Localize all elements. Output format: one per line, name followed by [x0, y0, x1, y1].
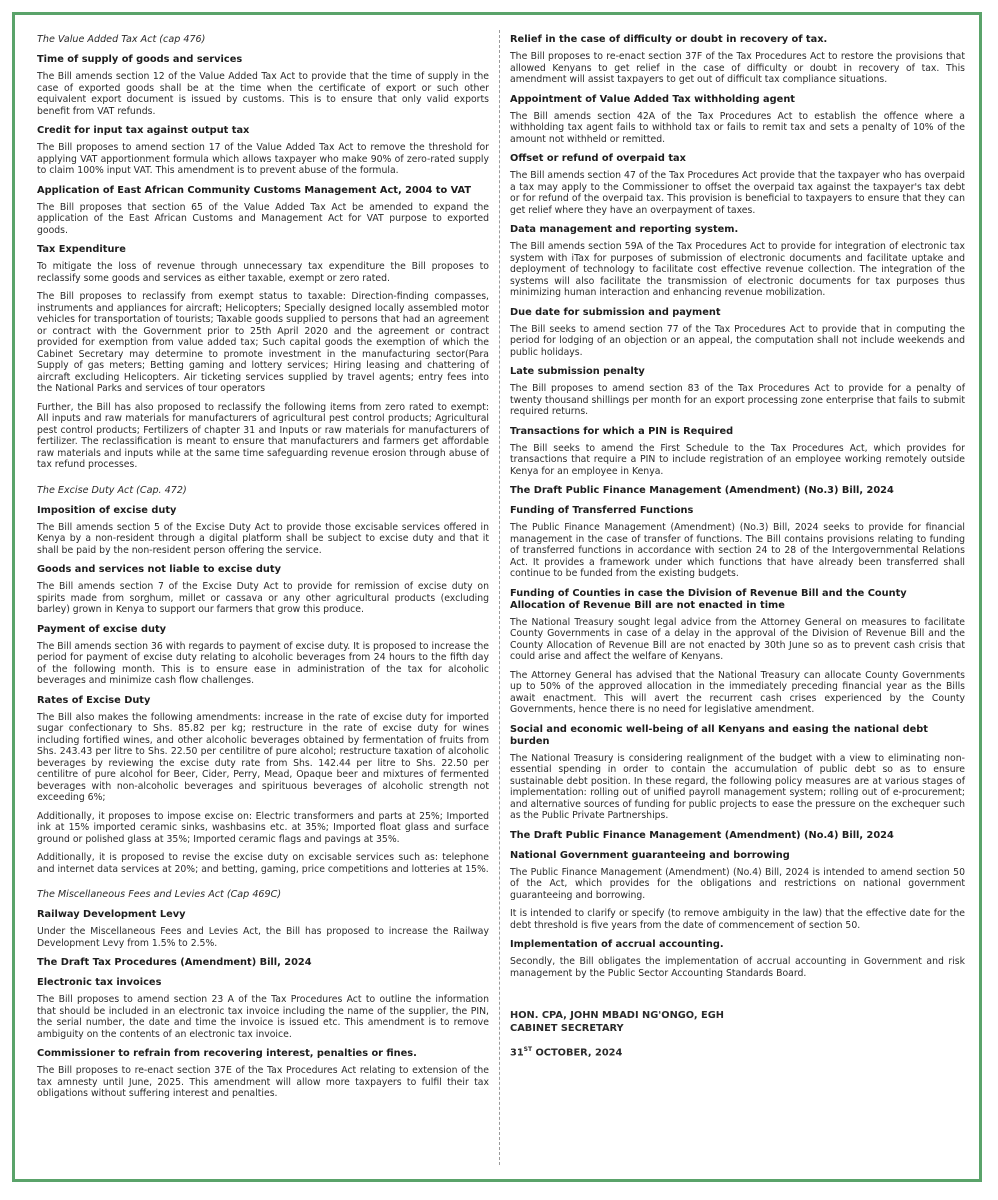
act-title: The Excise Duty Act (Cap. 472)	[37, 484, 187, 496]
section-paragraph: Further, the Bill has also proposed to reclassify the following items from zero rated to exempt: All inputs and raw materials for manufacturers of agricultural pest control products; Agricultural pest control products; Fertilizers of chapter 31 and Inputs or raw materials for manufacturers of fertilizer. The reclassification is meant to ensure that manufacturers and farmers get affordable raw materials and inputs while at the same time safeguarding revenue erosion through abuse of tax refund processes.	[37, 401, 489, 470]
section-heading: Late submission penalty	[510, 366, 645, 377]
section-paragraph: Additionally, it proposes to impose excise on: Electric transformers and parts at 25%; Imported ink at 15% imported ceramic sinks, washbasins etc. at 35%; Imported float glass and surface ground or polished glass at 35%; Imported ceramic flags and pavings at 35%.	[37, 810, 489, 845]
section-heading: Social and economic well-being of all Kenyans and easing the national debt burden	[510, 723, 928, 747]
section-heading: National Government guaranteeing and borrowing	[510, 849, 790, 861]
section-paragraph: Additionally, it is proposed to revise the excise duty on excisable services such as: telephone and internet data services at 20%; and betting, gaming, price competitions and lotteries at 15%.	[37, 852, 489, 875]
section-paragraph: The Bill amends section 59A of the Tax Procedures Act to provide for integration of electronic tax system with iTax for purposes of submission of electronic documents and facilitate uptake and deployment of technology to facilitate cost effective revenue collection. The integration of the systems will also facilitate the transmission of electronic documents for tax purposes thus minimizing human interaction and enhancing revenue mobilization.	[510, 241, 965, 298]
section-paragraph: The National Treasury sought legal advice from the Attorney General on measures to facilitate County Governments in case of a delay in the approval of the Division of Revenue Bill and the County Allocation of Revenue Bill are not enacted by 30th June so as to prevent cash crisis that could arise and affect the welfare of Kenyans.	[510, 616, 965, 662]
section-paragraph: The Attorney General has advised that the National Treasury can allocate County Governments up to 50% of the approved allocation in the immediately preceding financial year as the Bills await enactment. This will avert the recurrent cash crises experienced by the County Governments, hence there is no need for legislative amendment.	[510, 669, 965, 715]
signature-date	[510, 1046, 965, 1058]
section-paragraph: The Bill amends section 5 of the Excise Duty Act to provide those excisable services offered in Kenya by a non-resident through a digital platform shall be subject to excise duty and that it shall be paid by the non-resident person offering the service.	[37, 521, 489, 556]
section-heading: Due date for submission and payment	[510, 306, 721, 318]
act-title: The Miscellaneous Fees and Levies Act (Cap 469C)	[37, 889, 282, 900]
section-heading: Implementation of accrual accounting.	[510, 939, 724, 950]
act-title: The Value Added Tax Act (cap 476)	[37, 34, 206, 45]
right-column	[510, 20, 965, 1058]
section-heading: Electronic tax invoices	[37, 977, 162, 988]
section-paragraph: The Bill amends section 42A of the Tax Procedures Act to establish the offence where a withholding tax agent fails to withhold tax or fails to remit tax and sets a penalty of 10% of the amount not withheld or remitted.	[510, 110, 965, 145]
date-suffix: ST	[523, 1046, 533, 1053]
section-paragraph: The Bill proposes to amend section 23 A of the Tax Procedures Act to outline the information that should be included in an electronic tax invoice including the name of the supplier, the PIN, the serial number, the date and time the invoice is issued etc. This amendment is to remove ambiguity on the contents of an electronic tax invoice.	[37, 994, 489, 1040]
section-paragraph: The Bill proposes to re-enact section 37E of the Tax Procedures Act relating to extension of the tax amnesty until June, 2025. This amendment will allow more taxpayers to fulfil their tax obligations without suffering interest and penalties.	[37, 1065, 489, 1099]
section-paragraph: The Bill seeks to amend the First Schedule to the Tax Procedures Act, which provides for transactions that require a PIN to include registration of an employee working remotely outside Kenya for an employee in Kenya.	[510, 442, 965, 477]
date-rest: OCTOBER, 2024	[532, 1047, 623, 1059]
section-paragraph: Under the Miscellaneous Fees and Levies Act, the Bill has proposed to increase the Railway Development Levy from 1.5% to 2.5%.	[37, 926, 489, 949]
section-paragraph: The Bill proposes to amend section 83 of the Tax Procedures Act to provide for a penalty of twenty thousand shillings per month for an export processing zone enterprise that fails to submit required returns.	[510, 383, 965, 417]
section-heading: Imposition of excise duty	[37, 504, 177, 516]
section-heading: Funding of Transferred Functions	[510, 505, 694, 516]
section-heading: Data management and reporting system.	[510, 224, 739, 235]
section-heading: Commissioner to refrain from recovering interest, penalties or fines.	[37, 1048, 417, 1059]
signature-block	[510, 1009, 965, 1058]
section-heading: The Draft Public Finance Management (Amendment) (No.4) Bill, 2024	[510, 829, 894, 841]
section-heading: Credit for input tax against output tax	[37, 125, 250, 136]
section-paragraph: The Bill proposes to amend section 17 of the Value Added Tax Act to remove the threshold for applying VAT apportionment formula which allows taxpayer who make 90% of zero-rated supply to claim 100% input VAT. This amendment is to prevent abuse of the formula.	[37, 142, 489, 176]
column-divider	[499, 30, 500, 1165]
section-heading: Application of East African Community Customs Management Act, 2004 to VAT	[37, 184, 472, 196]
section-paragraph: The Public Finance Management (Amendment) (No.3) Bill, 2024 seeks to provide for financial management in the case of transfer of functions. The Bill contains provisions relating to funding of transferred functions in accordance with section 24 to 28 of the Intergovernmental Relations Act. It provides a framework under which functions that have already been transferred shall continue to be funded from the existing budgets.	[510, 522, 965, 579]
section-heading: Transactions for which a PIN is Required	[510, 425, 734, 437]
section-paragraph: The Bill proposes to re-enact section 37F of the Tax Procedures Act to restore the provisions that allowed Kenyans to get relief in the case of difficulty or doubt in recovery of tax. This amendment will assist taxpayers to get out of difficult tax compliance situations.	[510, 51, 965, 85]
date-day: 31	[510, 1047, 524, 1059]
signatory-title: CABINET SECRETARY	[510, 1023, 624, 1034]
section-paragraph: The Bill amends section 36 with regards to payment of excise duty. It is proposed to increase the period for payment of excise duty relating to alcoholic beverages from 24 hours to the fifth day of the following month. This is to ensure ease in administration of the tax for alcoholic beverages and minimize cash flow challenges.	[37, 640, 489, 686]
section-paragraph: The Bill also makes the following amendments: increase in the rate of excise duty for imported sugar confectionary to Shs. 85.82 per kg; restructure in the rate of excise duty for wines including fortified wines, and other alcoholic beverages obtained by fermentation of fruits from Shs. 243.43 per litre to Shs. 22.50 per centilitre of pure alcohol; restructure taxation of alcoholic beverages by reviewing the excise duty rate from Shs. 142.44 per litre to Shs. 22.50 per centilitre of pure alcohol for Beer, Cider, Perry, Mead, Opaque beer and mixtures of fermented beverages with non-alcoholic beverages and spirituous beverages of alcoholic strength not exceeding 6%;	[37, 711, 489, 803]
section-heading: Tax Expenditure	[37, 244, 126, 255]
section-paragraph: It is intended to clarify or specify (to remove ambiguity in the law) that the effective date for the debt threshold is five years from the date of commencement of section 50.	[510, 908, 965, 931]
section-paragraph: The Public Finance Management (Amendment) (No.4) Bill, 2024 is intended to amend section 50 of the Act, which provides for the obligations and restrictions on national government guaranteeing and borrowing.	[510, 866, 965, 901]
section-paragraph: The Bill amends section 7 of the Excise Duty Act to provide for remission of excise duty on spirits made from sorghum, millet or cassava or any other agricultural products (excluding barley) grown in Kenya to support our farmers that grow this produce.	[37, 581, 489, 615]
section-heading: Relief in the case of difficulty or doubt in recovery of tax.	[510, 34, 828, 45]
section-heading: Offset or refund of overpaid tax	[510, 153, 686, 164]
section-paragraph: The Bill amends section 47 of the Tax Procedures Act provide that the taxpayer who has overpaid a tax may apply to the Commissioner to offset the overpaid tax against the taxpayer's tax debt or for refund of the overpaid tax. This provision is beneficial to taxpayers to ensure that they can get relief where they have an overpayment of taxes.	[510, 170, 965, 216]
section-heading: Time of supply of goods and services	[37, 54, 243, 65]
signatory-name: HON. CPA, JOHN MBADI NG'ONGO, EGH	[510, 1010, 724, 1021]
section-heading: Railway Development Levy	[37, 909, 186, 920]
section-paragraph: The Bill proposes that section 65 of the Value Added Tax Act be amended to expand the application of the East African Customs and Management Act for VAT purpose to exported goods.	[37, 201, 489, 236]
section-heading: The Draft Tax Procedures (Amendment) Bill, 2024	[37, 957, 312, 968]
section-paragraph: The National Treasury is considering realignment of the budget with a view to eliminating non-essential spending in order to contain the accumulation of public debt so as to ensure sustainable debt position. In these regard, the following policy measures are at various stages of implementation: rolling out of unified payroll management system; rolling out of e-procurement; and alternative sources of funding for public projects to ease the pressure on the exchequer such as the Public Private Partnerships.	[510, 752, 965, 821]
left-column	[37, 20, 489, 1107]
section-heading: Appointment of Value Added Tax withholding agent	[510, 93, 795, 105]
section-paragraph: Secondly, the Bill obligates the implementation of accrual accounting in Government and risk management by the Public Sector Accounting Standards Board.	[510, 956, 965, 979]
section-paragraph: To mitigate the loss of revenue through unnecessary tax expenditure the Bill proposes to reclassify some goods and services as either taxable, exempt or zero rated.	[37, 261, 489, 284]
section-heading: Payment of excise duty	[37, 623, 167, 635]
section-paragraph: The Bill amends section 12 of the Value Added Tax Act to provide that the time of supply in the case of exported goods shall be at the time when the certificate of export or such other equivalent export document is issued by customs. This is to ensure that only valid exports benefit from VAT refunds.	[37, 71, 489, 117]
section-heading: Rates of Excise Duty	[37, 694, 151, 706]
section-heading: The Draft Public Finance Management (Amendment) (No.3) Bill, 2024	[510, 485, 894, 496]
section-paragraph: The Bill seeks to amend section 77 of the Tax Procedures Act to provide that in computing the period for lodging of an objection or an appeal, the computation shall not include weekends and public holidays.	[510, 323, 965, 358]
section-paragraph: The Bill proposes to reclassify from exempt status to taxable: Direction-finding compasses, instruments and appliances for aircraft; Helicopters; Specially designed locally assembled motor vehicles for transportation of tourists; Taxable goods supplied to persons that had an agreement or contract with the Government prior to 25th April 2020 and the agreement or contract provided for exemption from value added tax; Such capital goods the exemption of which the Cabinet Secretary may determine to promote investment in the manufacturing sector(Para Supply of gas meters; Betting gaming and lottery services; Hiring leasing and chattering of aircraft excluding Helicopters. Air ticketing services supplied by travel agents; entry fees into the National Parks and services of tour operators	[37, 291, 489, 394]
section-heading: Funding of Counties in case the Division of Revenue Bill and the County Allocation of Revenue Bill are not enacted in time	[510, 587, 907, 611]
section-heading: Goods and services not liable to excise duty	[37, 564, 281, 575]
